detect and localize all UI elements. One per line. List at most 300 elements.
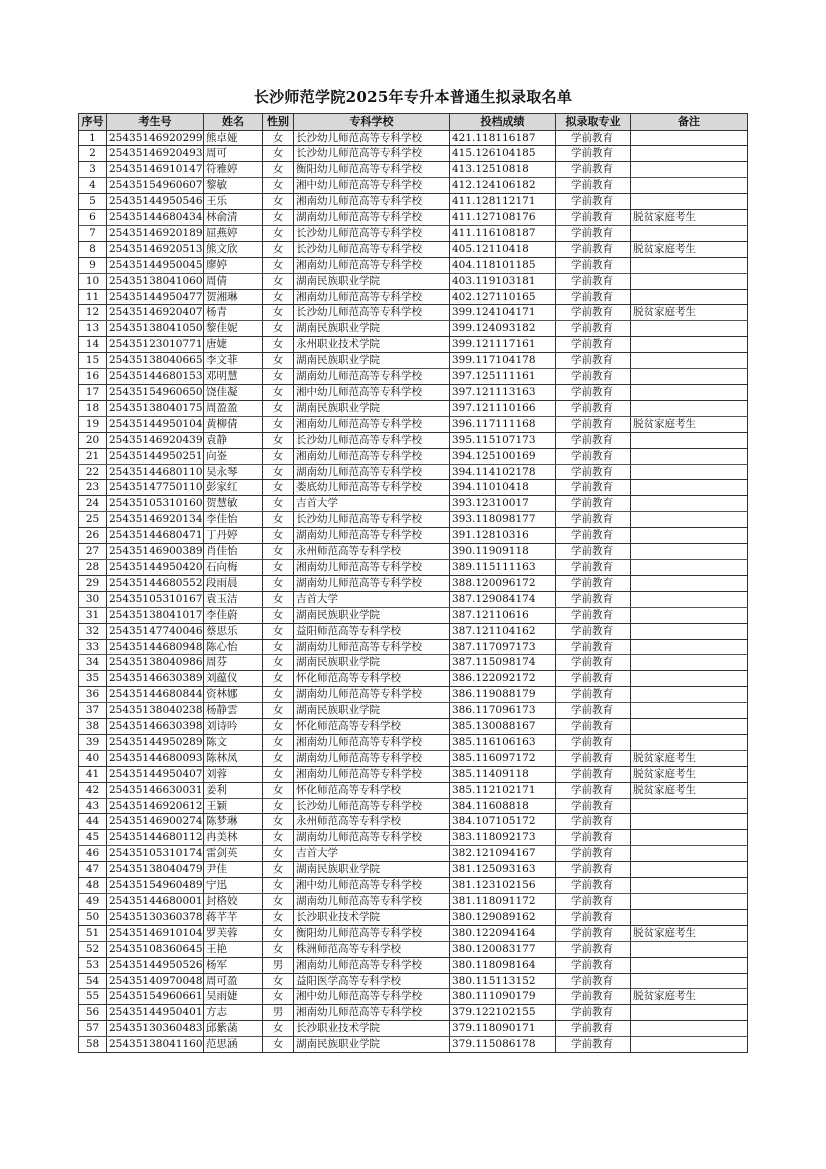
cell-score: 399.117104178 [450, 353, 556, 369]
cell-name: 贺湘琳 [204, 289, 263, 305]
cell-index: 6 [79, 210, 107, 226]
cell-index: 12 [79, 305, 107, 321]
cell-index: 53 [79, 957, 107, 973]
cell-major: 学前教育 [556, 575, 631, 591]
table-row [79, 496, 748, 512]
cell-exam-id: 25435138040986 [107, 655, 204, 671]
cell-remark [631, 432, 748, 448]
table-row [79, 130, 748, 146]
cell-index: 9 [79, 257, 107, 273]
cell-exam-id: 25435138041017 [107, 607, 204, 623]
cell-remark: 脱贫家庭考生 [631, 925, 748, 941]
cell-name: 李佳怡 [204, 512, 263, 528]
cell-gender: 女 [263, 257, 294, 273]
cell-major: 学前教育 [556, 528, 631, 544]
cell-exam-id: 25435146920439 [107, 432, 204, 448]
cell-score: 397.125111161 [450, 369, 556, 385]
cell-exam-id: 25435138040479 [107, 862, 204, 878]
cell-exam-id: 25435138040175 [107, 400, 204, 416]
cell-score: 380.111090179 [450, 989, 556, 1005]
cell-index: 19 [79, 416, 107, 432]
cell-exam-id: 25435138040665 [107, 353, 204, 369]
cell-college: 怀化师范高等专科学校 [294, 671, 450, 687]
cell-gender: 男 [263, 1005, 294, 1021]
cell-college: 湖南幼儿师范高等专科学校 [294, 639, 450, 655]
cell-remark [631, 575, 748, 591]
cell-name: 王艳 [204, 941, 263, 957]
cell-remark [631, 1021, 748, 1037]
cell-name: 贺慧敏 [204, 496, 263, 512]
cell-exam-id: 25435146630389 [107, 671, 204, 687]
cell-gender: 女 [263, 687, 294, 703]
cell-college: 湘南幼儿师范高等专科学校 [294, 448, 450, 464]
cell-score: 385.130088167 [450, 719, 556, 735]
cell-score: 380.122094164 [450, 925, 556, 941]
cell-score: 399.121117161 [450, 337, 556, 353]
cell-remark [631, 257, 748, 273]
table-row [79, 528, 748, 544]
table-row [79, 766, 748, 782]
cell-major: 学前教育 [556, 464, 631, 480]
cell-name: 黎敏 [204, 178, 263, 194]
cell-major: 学前教育 [556, 130, 631, 146]
cell-index: 47 [79, 862, 107, 878]
cell-exam-id: 25435144680844 [107, 687, 204, 703]
cell-remark: 脱贫家庭考生 [631, 416, 748, 432]
cell-remark [631, 894, 748, 910]
cell-gender: 女 [263, 480, 294, 496]
cell-index: 36 [79, 687, 107, 703]
cell-index: 18 [79, 400, 107, 416]
cell-major: 学前教育 [556, 337, 631, 353]
cell-college: 长沙幼儿师范高等专科学校 [294, 305, 450, 321]
table-row [79, 464, 748, 480]
cell-score: 384.107105172 [450, 814, 556, 830]
cell-gender: 女 [263, 878, 294, 894]
table-row [79, 321, 748, 337]
cell-index: 30 [79, 591, 107, 607]
cell-major: 学前教育 [556, 798, 631, 814]
cell-college: 娄底幼儿师范高等专科学校 [294, 480, 450, 496]
cell-major: 学前教育 [556, 830, 631, 846]
cell-index: 28 [79, 559, 107, 575]
cell-remark [631, 655, 748, 671]
cell-college: 长沙幼儿师范高等专科学校 [294, 432, 450, 448]
cell-index: 43 [79, 798, 107, 814]
table-row [79, 194, 748, 210]
cell-college: 长沙幼儿师范高等专科学校 [294, 225, 450, 241]
cell-exam-id: 25435146920189 [107, 225, 204, 241]
cell-exam-id: 25435146900389 [107, 544, 204, 560]
cell-index: 38 [79, 719, 107, 735]
table-row [79, 1037, 748, 1053]
cell-exam-id: 25435144680153 [107, 369, 204, 385]
cell-index: 42 [79, 782, 107, 798]
cell-remark [631, 353, 748, 369]
cell-gender: 女 [263, 846, 294, 862]
cell-remark [631, 480, 748, 496]
cell-index: 40 [79, 750, 107, 766]
table-row [79, 687, 748, 703]
cell-college: 湖南民族职业学院 [294, 321, 450, 337]
cell-major: 学前教育 [556, 782, 631, 798]
cell-gender: 女 [263, 782, 294, 798]
cell-exam-id: 25435146900274 [107, 814, 204, 830]
cell-gender: 女 [263, 894, 294, 910]
cell-gender: 女 [263, 432, 294, 448]
cell-index: 15 [79, 353, 107, 369]
cell-major: 学前教育 [556, 687, 631, 703]
cell-name: 陈心怡 [204, 639, 263, 655]
cell-exam-id: 25435138040238 [107, 703, 204, 719]
cell-college: 湘南幼儿师范高等专科学校 [294, 194, 450, 210]
cell-score: 389.115111163 [450, 559, 556, 575]
cell-name: 杨青 [204, 305, 263, 321]
header-exam-id: 考生号 [107, 114, 204, 131]
cell-college: 长沙幼儿师范高等专科学校 [294, 512, 450, 528]
table-row [79, 162, 748, 178]
cell-college: 长沙幼儿师范高等专科学校 [294, 130, 450, 146]
table-row [79, 544, 748, 560]
cell-index: 45 [79, 830, 107, 846]
cell-college: 湘中幼儿师范高等专科学校 [294, 878, 450, 894]
table-row [79, 909, 748, 925]
cell-name: 冉美林 [204, 830, 263, 846]
cell-score: 393.12310017 [450, 496, 556, 512]
cell-college: 湘南幼儿师范高等专科学校 [294, 1005, 450, 1021]
cell-score: 405.12110418 [450, 241, 556, 257]
cell-major: 学前教育 [556, 973, 631, 989]
cell-gender: 女 [263, 528, 294, 544]
cell-exam-id: 25435144950420 [107, 559, 204, 575]
cell-name: 杨静雲 [204, 703, 263, 719]
table-row [79, 973, 748, 989]
cell-score: 380.129089162 [450, 909, 556, 925]
cell-gender: 女 [263, 178, 294, 194]
cell-college: 湖南民族职业学院 [294, 703, 450, 719]
cell-score: 387.12110616 [450, 607, 556, 623]
cell-exam-id: 25435146630031 [107, 782, 204, 798]
table-row [79, 655, 748, 671]
table-row [79, 1005, 748, 1021]
cell-name: 罗芙蓉 [204, 925, 263, 941]
cell-remark [631, 496, 748, 512]
cell-major: 学前教育 [556, 210, 631, 226]
cell-name: 邱紫菡 [204, 1021, 263, 1037]
cell-index: 48 [79, 878, 107, 894]
table-row [79, 607, 748, 623]
cell-score: 386.119088179 [450, 687, 556, 703]
cell-college: 湖南民族职业学院 [294, 607, 450, 623]
cell-name: 李佳蔚 [204, 607, 263, 623]
cell-index: 14 [79, 337, 107, 353]
cell-score: 397.121113163 [450, 385, 556, 401]
cell-major: 学前教育 [556, 496, 631, 512]
cell-remark [631, 719, 748, 735]
cell-exam-id: 25435154960661 [107, 989, 204, 1005]
cell-major: 学前教育 [556, 878, 631, 894]
cell-remark [631, 671, 748, 687]
cell-college: 长沙幼儿师范高等专科学校 [294, 241, 450, 257]
cell-college: 衡阳幼儿师范高等专科学校 [294, 162, 450, 178]
cell-major: 学前教育 [556, 544, 631, 560]
cell-college: 湖南幼儿师范高等专科学校 [294, 528, 450, 544]
cell-index: 37 [79, 703, 107, 719]
cell-college: 湘南幼儿师范高等专科学校 [294, 416, 450, 432]
cell-score: 379.115086178 [450, 1037, 556, 1053]
cell-remark [631, 194, 748, 210]
table-row [79, 400, 748, 416]
cell-gender: 女 [263, 321, 294, 337]
cell-score: 390.11909118 [450, 544, 556, 560]
cell-exam-id: 25435144950045 [107, 257, 204, 273]
cell-gender: 女 [263, 544, 294, 560]
cell-major: 学前教育 [556, 353, 631, 369]
table-row [79, 575, 748, 591]
cell-gender: 女 [263, 623, 294, 639]
cell-score: 387.121104162 [450, 623, 556, 639]
cell-index: 57 [79, 1021, 107, 1037]
cell-major: 学前教育 [556, 957, 631, 973]
cell-name: 陈梦琳 [204, 814, 263, 830]
cell-name: 刘诗吟 [204, 719, 263, 735]
cell-college: 永州师范高等专科学校 [294, 544, 450, 560]
cell-exam-id: 25435144950251 [107, 448, 204, 464]
cell-gender: 女 [263, 512, 294, 528]
cell-remark [631, 385, 748, 401]
cell-college: 湘南幼儿师范高等专科学校 [294, 766, 450, 782]
cell-college: 湘中幼儿师范高等专科学校 [294, 178, 450, 194]
cell-gender: 女 [263, 639, 294, 655]
cell-gender: 女 [263, 210, 294, 226]
cell-name: 封格姣 [204, 894, 263, 910]
table-row [79, 385, 748, 401]
cell-score: 391.12810316 [450, 528, 556, 544]
cell-remark [631, 830, 748, 846]
cell-major: 学前教育 [556, 369, 631, 385]
cell-gender: 女 [263, 750, 294, 766]
header-index: 序号 [79, 114, 107, 131]
table-header-row [79, 114, 748, 131]
cell-score: 396.117111168 [450, 416, 556, 432]
cell-gender: 女 [263, 400, 294, 416]
cell-index: 3 [79, 162, 107, 178]
cell-college: 湖南民族职业学院 [294, 353, 450, 369]
cell-major: 学前教育 [556, 480, 631, 496]
cell-major: 学前教育 [556, 814, 631, 830]
cell-remark [631, 957, 748, 973]
table-row [79, 480, 748, 496]
cell-remark [631, 369, 748, 385]
cell-gender: 男 [263, 957, 294, 973]
cell-index: 22 [79, 464, 107, 480]
cell-score: 386.122092172 [450, 671, 556, 687]
cell-index: 44 [79, 814, 107, 830]
header-college: 专科学校 [294, 114, 450, 131]
cell-remark [631, 862, 748, 878]
cell-exam-id: 25435146910104 [107, 925, 204, 941]
cell-major: 学前教育 [556, 1021, 631, 1037]
table-row [79, 257, 748, 273]
cell-remark [631, 130, 748, 146]
cell-major: 学前教育 [556, 989, 631, 1005]
cell-remark [631, 448, 748, 464]
cell-major: 学前教育 [556, 416, 631, 432]
cell-remark [631, 178, 748, 194]
cell-name: 王乐 [204, 194, 263, 210]
cell-exam-id: 25435144680110 [107, 464, 204, 480]
cell-college: 吉首大学 [294, 591, 450, 607]
table-row [79, 210, 748, 226]
cell-exam-id: 25435146630398 [107, 719, 204, 735]
cell-index: 8 [79, 241, 107, 257]
cell-name: 石向梅 [204, 559, 263, 575]
cell-name: 周倩 [204, 273, 263, 289]
cell-exam-id: 25435146920493 [107, 146, 204, 162]
cell-name: 熊文欣 [204, 241, 263, 257]
cell-index: 52 [79, 941, 107, 957]
cell-index: 35 [79, 671, 107, 687]
cell-remark: 脱贫家庭考生 [631, 750, 748, 766]
table-row [79, 623, 748, 639]
cell-gender: 女 [263, 273, 294, 289]
cell-major: 学前教育 [556, 719, 631, 735]
cell-name: 邓明慧 [204, 369, 263, 385]
cell-name: 黎佳妮 [204, 321, 263, 337]
cell-score: 394.125100169 [450, 448, 556, 464]
cell-remark [631, 798, 748, 814]
cell-major: 学前教育 [556, 146, 631, 162]
cell-exam-id: 25435123010771 [107, 337, 204, 353]
header-score: 投档成绩 [450, 114, 556, 131]
cell-exam-id: 25435154960650 [107, 385, 204, 401]
cell-index: 32 [79, 623, 107, 639]
cell-index: 58 [79, 1037, 107, 1053]
cell-name: 袁玉洁 [204, 591, 263, 607]
cell-name: 蒋芊芊 [204, 909, 263, 925]
table-row [79, 941, 748, 957]
cell-gender: 女 [263, 925, 294, 941]
cell-index: 41 [79, 766, 107, 782]
cell-remark [631, 464, 748, 480]
cell-score: 385.116097172 [450, 750, 556, 766]
cell-score: 379.122102155 [450, 1005, 556, 1021]
cell-major: 学前教育 [556, 225, 631, 241]
table-row [79, 846, 748, 862]
cell-college: 衡阳幼儿师范高等专科学校 [294, 925, 450, 941]
cell-major: 学前教育 [556, 1037, 631, 1053]
cell-score: 381.118091172 [450, 894, 556, 910]
table-row [79, 1021, 748, 1037]
cell-remark [631, 973, 748, 989]
cell-exam-id: 25435144950104 [107, 416, 204, 432]
cell-name: 姜利 [204, 782, 263, 798]
cell-exam-id: 25435138041050 [107, 321, 204, 337]
cell-college: 湖南幼儿师范高等专科学校 [294, 894, 450, 910]
cell-remark [631, 162, 748, 178]
cell-score: 380.118098164 [450, 957, 556, 973]
cell-index: 23 [79, 480, 107, 496]
cell-remark [631, 273, 748, 289]
cell-name: 周盈盈 [204, 400, 263, 416]
cell-exam-id: 25435144680112 [107, 830, 204, 846]
cell-index: 51 [79, 925, 107, 941]
table-row [79, 225, 748, 241]
table-row [79, 989, 748, 1005]
cell-gender: 女 [263, 671, 294, 687]
cell-exam-id: 25435144680552 [107, 575, 204, 591]
table-row [79, 734, 748, 750]
cell-score: 412.124106182 [450, 178, 556, 194]
cell-major: 学前教育 [556, 432, 631, 448]
cell-name: 蔡思乐 [204, 623, 263, 639]
cell-name: 尹佳 [204, 862, 263, 878]
cell-gender: 女 [263, 337, 294, 353]
cell-college: 湘中幼儿师范高等专科学校 [294, 989, 450, 1005]
cell-name: 肖佳怡 [204, 544, 263, 560]
cell-gender: 女 [263, 559, 294, 575]
cell-name: 熊卓娅 [204, 130, 263, 146]
cell-name: 陈林凤 [204, 750, 263, 766]
cell-college: 湖南民族职业学院 [294, 862, 450, 878]
cell-major: 学前教育 [556, 766, 631, 782]
cell-remark [631, 734, 748, 750]
cell-gender: 女 [263, 448, 294, 464]
cell-gender: 女 [263, 703, 294, 719]
cell-name: 饶佳凝 [204, 385, 263, 401]
cell-exam-id: 25435138041160 [107, 1037, 204, 1053]
table-row [79, 719, 748, 735]
cell-exam-id: 25435146920407 [107, 305, 204, 321]
cell-score: 411.128112171 [450, 194, 556, 210]
cell-index: 1 [79, 130, 107, 146]
cell-major: 学前教育 [556, 400, 631, 416]
cell-exam-id: 25435144680001 [107, 894, 204, 910]
cell-college: 湖南民族职业学院 [294, 1037, 450, 1053]
cell-remark [631, 814, 748, 830]
table-row [79, 289, 748, 305]
cell-major: 学前教育 [556, 162, 631, 178]
cell-name: 彭家红 [204, 480, 263, 496]
cell-major: 学前教育 [556, 591, 631, 607]
table-row [79, 432, 748, 448]
table-row [79, 353, 748, 369]
cell-gender: 女 [263, 941, 294, 957]
table-row [79, 337, 748, 353]
cell-gender: 女 [263, 464, 294, 480]
cell-remark: 脱贫家庭考生 [631, 989, 748, 1005]
cell-index: 4 [79, 178, 107, 194]
cell-score: 393.118098177 [450, 512, 556, 528]
cell-gender: 女 [263, 496, 294, 512]
cell-index: 55 [79, 989, 107, 1005]
cell-exam-id: 25435146910147 [107, 162, 204, 178]
cell-gender: 女 [263, 607, 294, 623]
header-name: 姓名 [204, 114, 263, 131]
table-row [79, 878, 748, 894]
cell-index: 49 [79, 894, 107, 910]
cell-exam-id: 25435144950401 [107, 1005, 204, 1021]
table-row [79, 178, 748, 194]
cell-score: 382.121094167 [450, 846, 556, 862]
cell-score: 402.127110165 [450, 289, 556, 305]
cell-college: 湘南幼儿师范高等专科学校 [294, 257, 450, 273]
cell-index: 39 [79, 734, 107, 750]
cell-remark [631, 703, 748, 719]
cell-remark [631, 337, 748, 353]
cell-name: 吴永琴 [204, 464, 263, 480]
cell-major: 学前教育 [556, 941, 631, 957]
